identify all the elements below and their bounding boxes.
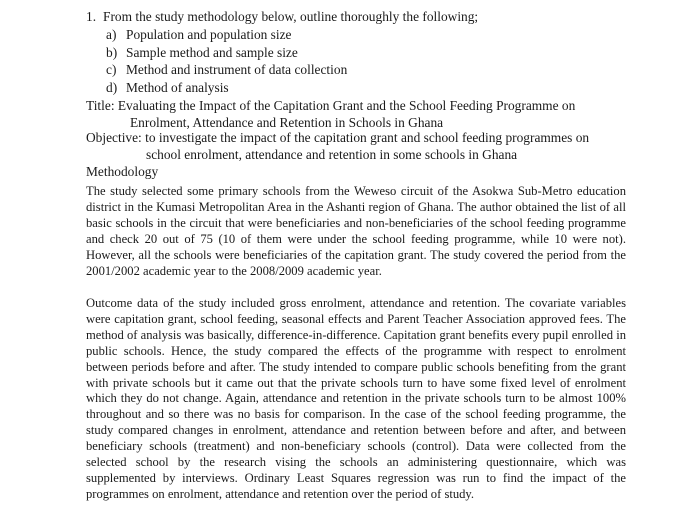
question-part-a [106, 26, 347, 44]
question-number: 1. [86, 9, 97, 24]
question-prompt [86, 8, 478, 25]
study-title [86, 97, 575, 131]
methodology-paragraph-1: The study selected some primary schools from the Weweso circuit of the Asokwa Sub-Metro education district in the Kumasi Metropolitan Area in the Ashanti region of Ghana. The author obtained the list of all basic schools in the circuit that were beneficiaries and non-beneficiaries of the school feeding programme and check 20 out of 75 (10 of them were under the school feeding programme, while 10 were not). However, all the schools were beneficiaries of the capitation grant. The study covered the period from the 2001/2002 academic year to the 2008/2009 academic year. [86, 184, 626, 278]
study-objective-line2: school enrolment, attendance and retention in some schools in Ghana [146, 146, 518, 162]
question-part-b [106, 44, 347, 62]
methodology-heading: Methodology [86, 164, 159, 179]
part-letter: a) [106, 27, 117, 42]
question-text: From the study methodology below, outline thoroughly the following; [103, 9, 479, 24]
part-letter: b) [106, 44, 118, 60]
part-text: Sample method and sample size [126, 44, 298, 60]
part-text: Method and instrument of data collection [126, 62, 348, 77]
question-parts-list [106, 26, 347, 96]
study-objective [86, 130, 589, 163]
part-text: Method of analysis [126, 79, 229, 95]
study-title-line1: Title: Evaluating the Impact of the Capitation Grant and the School Feeding Programme on [86, 98, 576, 113]
part-letter: c) [106, 62, 117, 77]
part-letter: d) [106, 79, 118, 95]
question-part-c [106, 61, 347, 79]
question-part-d [106, 79, 347, 97]
study-objective-line1: Objective: to investigate the impact of the capitation grant and school feeding programmes on [86, 130, 590, 145]
part-text: Population and population size [126, 27, 292, 42]
methodology-paragraph-2: Outcome data of the study included gross enrolment, attendance and retention. The covariate variables were capitation grant, school feeding, seasonal effects and Parent Teacher Association approved fees. The method of analysis was basically, difference-in-difference. Capitation grant benefits every pupil enrolled in public schools. Hence, the study compared the effects of the programme with respect to enrolment between periods before and after. The study intended to compare public schools benefiting from the grant with private schools but it came out that the private schools turn to have some fixed level of enrolment which they do not change. Again, attendance and retention in the private schools turn to be almost 100% throughout and so there was no basis for comparison. In the case of the school feeding programme, the study compared changes in enrolment, attendance and retention between before and after, and between beneficiary schools (treatment) and non-beneficiary schools (control). Data were collected from the selected school by the research vising the schools an administering questionnaire, which was supplemented by interviews. Ordinary Least Squares regression was run to find the impact of the programmes on enrolment, attendance and retention over the period of study. [86, 296, 626, 501]
study-title-line2: Enrolment, Attendance and Retention in Schools in Ghana [130, 115, 444, 130]
